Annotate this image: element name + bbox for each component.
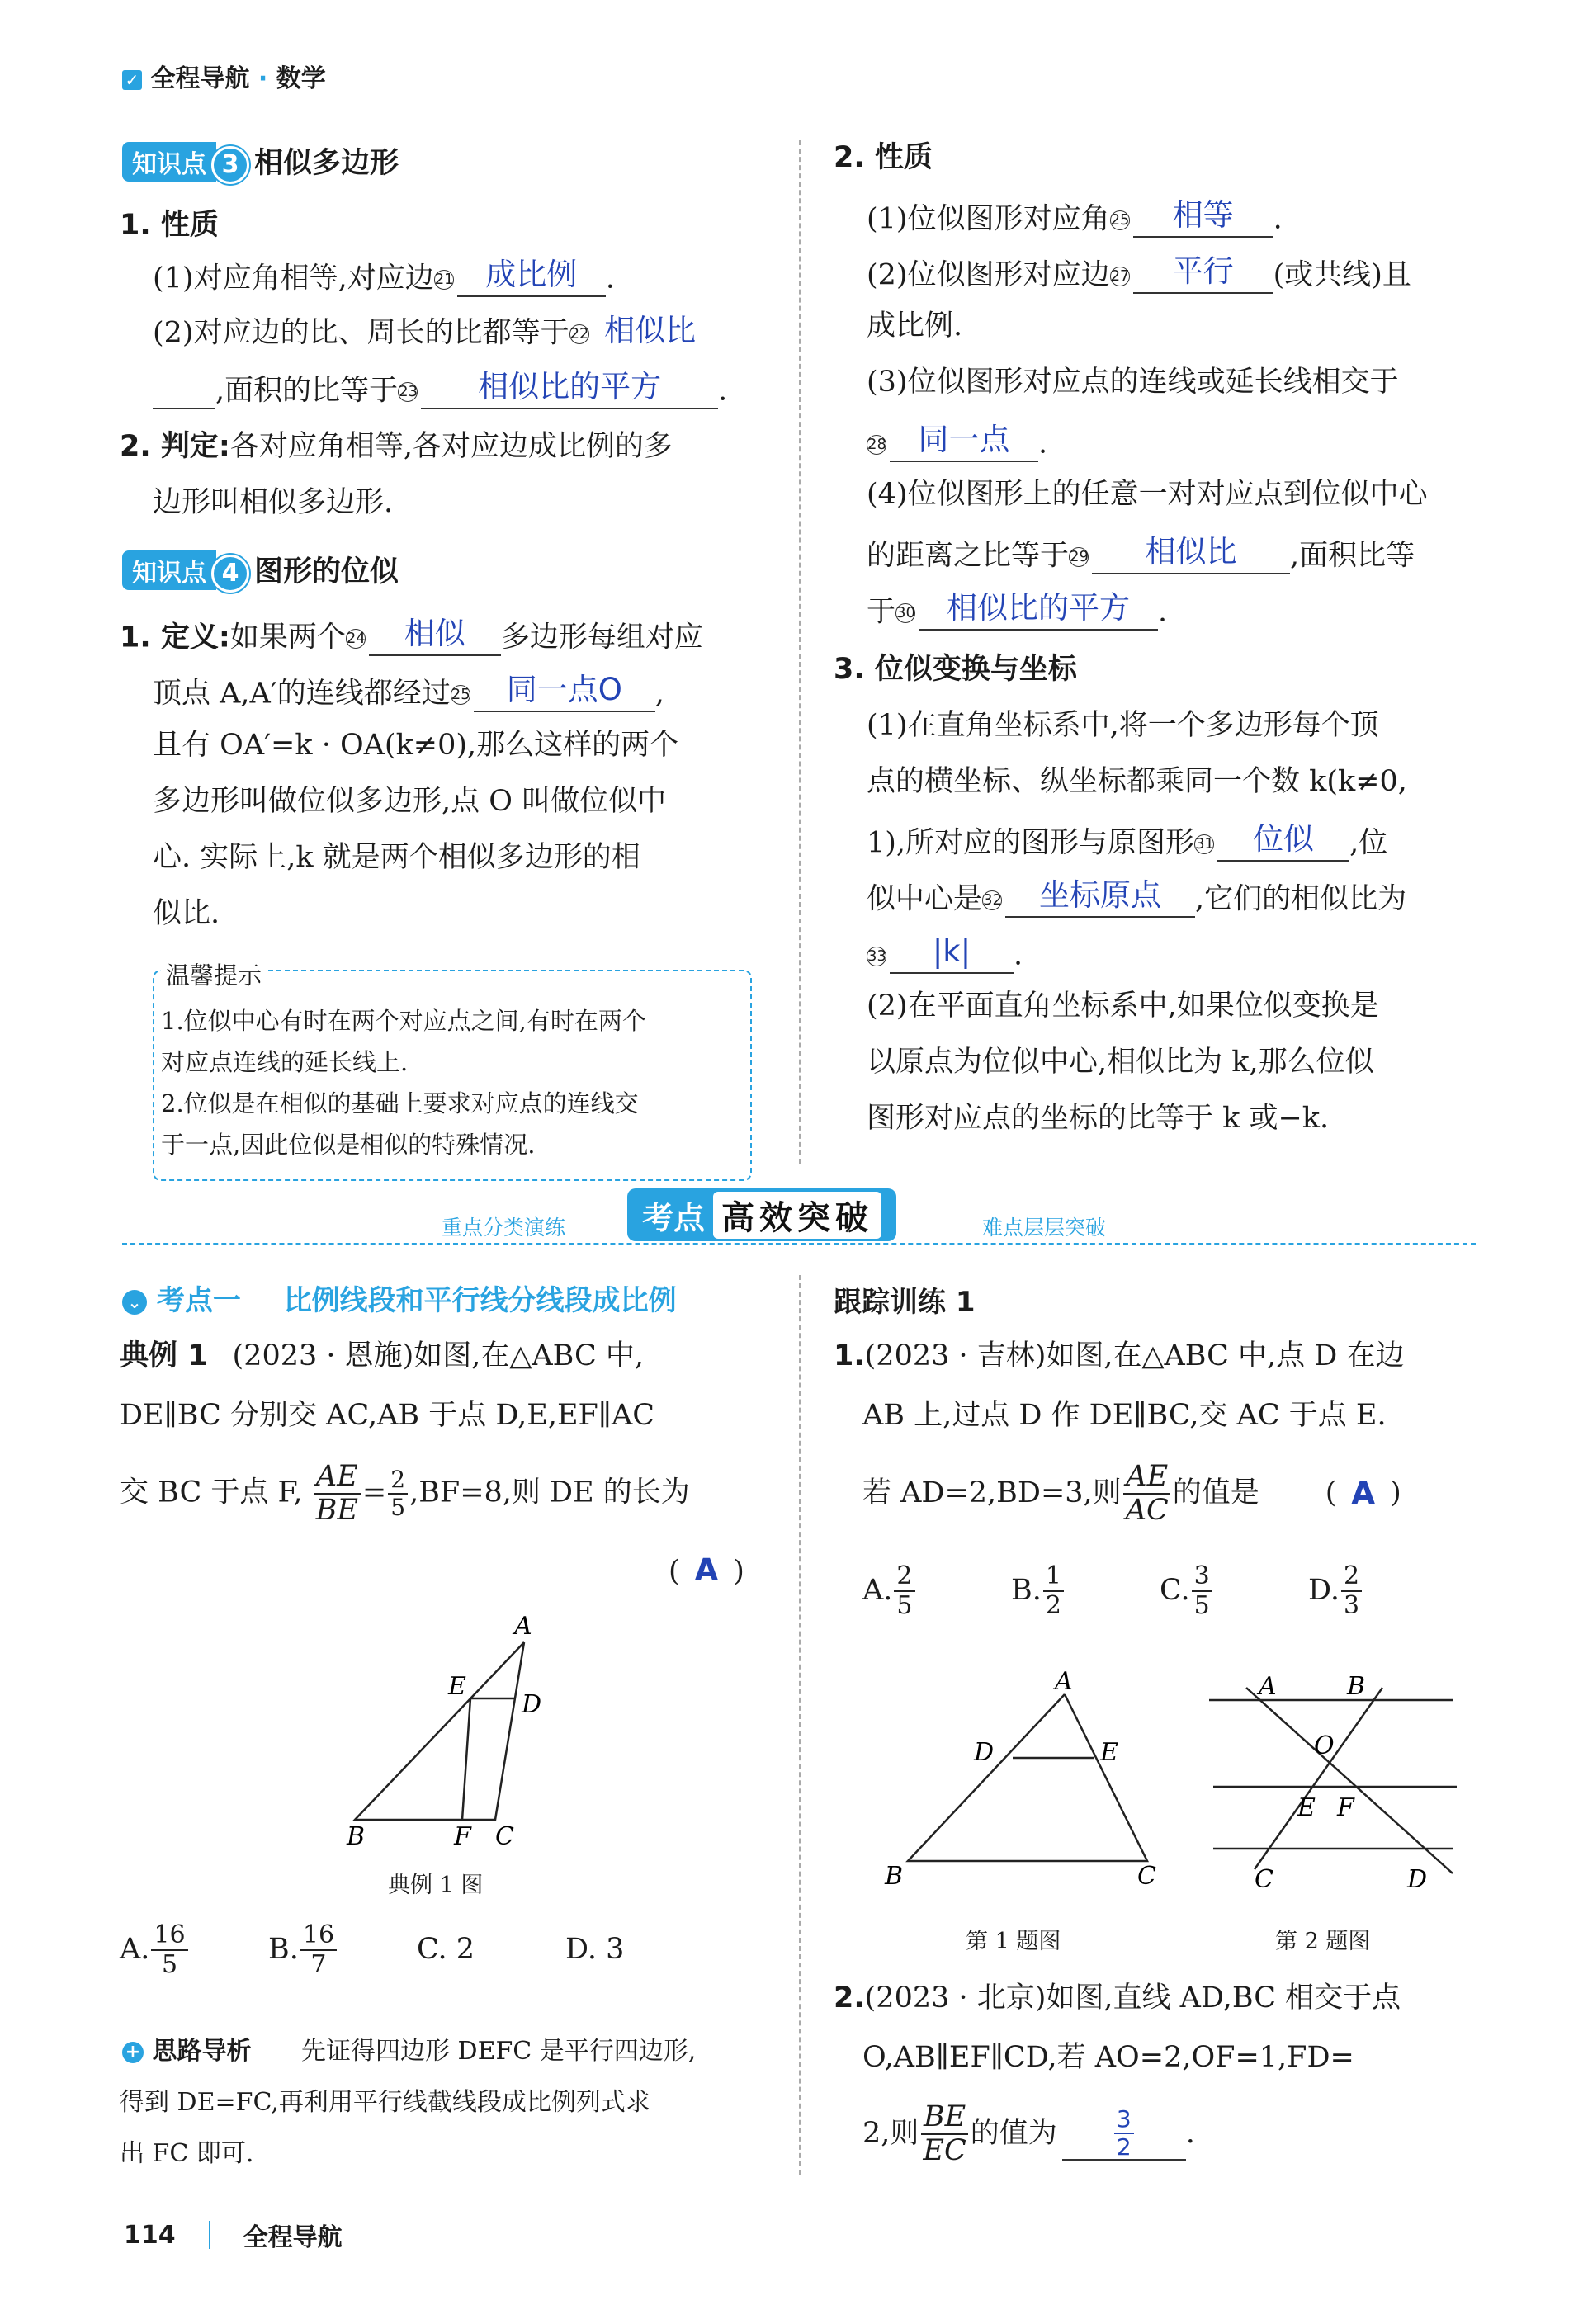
text: ) <box>733 1555 744 1588</box>
numerator: 2 <box>894 1564 914 1592</box>
segment-ef <box>462 1698 470 1820</box>
kp3-label: 知识点 <box>122 142 216 182</box>
right-r4c <box>867 589 1167 631</box>
kp3-heading <box>122 140 399 184</box>
right-h3: 3. 位似变换与坐标 <box>834 653 1077 686</box>
header-brand: 全程导航 <box>150 64 250 93</box>
page-header <box>122 58 326 94</box>
text: 顶点 A,A′的连线都经过 <box>153 677 451 711</box>
label-a: A <box>1055 1667 1073 1696</box>
answer-blank <box>1062 2105 1186 2161</box>
label-a: A <box>1259 1672 1277 1701</box>
think-line1: 先证得四边形 DEFC 是平行四边形, <box>301 2037 697 2066</box>
text: A. <box>120 1933 150 1967</box>
blank-continuation <box>153 368 215 409</box>
header-dot: · <box>258 64 268 93</box>
numerator: 2 <box>1341 1564 1362 1592</box>
answer-blank: |k| <box>890 933 1014 974</box>
numerator: BE <box>921 2103 968 2135</box>
fraction <box>1192 1561 1212 1620</box>
answer-blank: 相似比 <box>604 313 697 348</box>
answer-blank: 相似比的平方 <box>919 589 1158 631</box>
answer-blank: 位似 <box>1217 820 1349 862</box>
answer-fraction <box>1114 2105 1134 2161</box>
blank-number: 24 <box>346 629 366 647</box>
denominator: 2 <box>1045 1591 1061 1620</box>
label-b: B <box>1347 1672 1366 1701</box>
text: ,面积比等 <box>1290 539 1415 573</box>
blank-number: 30 <box>896 603 915 621</box>
blank-number: 33 <box>867 947 886 965</box>
answer-blank: 成比例 <box>457 256 606 297</box>
column-divider-lower <box>799 1275 801 2175</box>
fraction <box>151 1920 187 1979</box>
denominator: 5 <box>390 1494 406 1521</box>
text: C. <box>1160 1574 1190 1608</box>
kp3-p1: 1. 性质 <box>120 209 219 242</box>
kp4-d1 <box>120 615 703 656</box>
kp3-number: 3 <box>211 146 249 184</box>
blank-number: 27 <box>1110 267 1130 285</box>
option-b <box>268 1920 417 1979</box>
banner-left: 重点分类演练 <box>442 1216 566 1240</box>
q1-line2: AB 上,过点 D 作 DE∥BC,交 AC 于点 E. <box>862 1399 1387 1432</box>
denominator: AC <box>1125 1494 1169 1527</box>
q2-line3 <box>862 2100 1195 2167</box>
option-c <box>1160 1561 1308 1620</box>
text: = <box>361 1476 387 1509</box>
q1-figure <box>875 1663 1172 1894</box>
kp3-p1b <box>153 312 708 352</box>
denominator: EC <box>923 2134 966 2167</box>
tip-l2: 对应点连线的延长线上. <box>161 1048 409 1076</box>
text: . <box>1158 595 1168 629</box>
text: (2023 · 北京)如图,直线 AD,BC 相交于点 <box>864 1982 1401 2015</box>
denominator: 5 <box>1193 1591 1210 1620</box>
example-figure <box>330 1609 578 1857</box>
text: 的值为 <box>970 2117 1057 2151</box>
text: B. <box>268 1933 299 1967</box>
fraction-be-ec <box>920 2100 968 2167</box>
chevron-down-icon: ⌄ <box>122 1290 147 1315</box>
numerator: 1 <box>1043 1564 1064 1592</box>
denominator: 5 <box>161 1950 178 1979</box>
text: 如果两个 <box>229 621 346 654</box>
tip-title: 温馨提示 <box>161 957 267 991</box>
q2-figure <box>1205 1663 1477 1902</box>
label-d: D <box>974 1738 995 1767</box>
q2-line2: O,AB∥EF∥CD,若 AO=2,OF=1,FD= <box>862 2041 1354 2074</box>
denominator: BE <box>315 1494 358 1527</box>
text: . <box>1273 202 1283 236</box>
option-d: D. 3 <box>565 1933 625 1967</box>
option-b <box>1011 1561 1160 1620</box>
text: 交 BC 于点 F, <box>120 1476 303 1509</box>
answer-blank: 相似比的平方 <box>421 368 718 409</box>
kp4-d3: 且有 OA′=k · OA(k≠0),那么这样的两个 <box>153 729 679 762</box>
numerator: 3 <box>1192 1564 1212 1592</box>
numerator: 2 <box>388 1468 408 1495</box>
text: 的距离之比等于 <box>867 539 1070 573</box>
line-bc <box>1255 1688 1382 1869</box>
label-e: E <box>448 1672 466 1701</box>
answer-blank: 平行 <box>1133 253 1273 294</box>
right-r4: (4)位似图形上的任意一对对应点到位似中心 <box>867 478 1428 511</box>
text: 1),所对应的图形与原图形 <box>867 826 1195 860</box>
label-d: D <box>1407 1865 1428 1894</box>
text: . <box>1185 2117 1195 2151</box>
label-a: A <box>514 1612 532 1641</box>
text: , <box>654 677 664 711</box>
tip-l4: 于一点,因此位似是相似的特殊情况. <box>161 1131 536 1159</box>
kp4-number: 4 <box>211 555 249 593</box>
blank-number: 23 <box>399 382 418 400</box>
example-line2: DE∥BC 分别交 AC,AB 于点 D,E,EF∥AC <box>120 1399 655 1432</box>
text: ,位 <box>1349 826 1388 860</box>
answer-blank: 同一点 <box>890 421 1038 462</box>
label-d: D <box>522 1690 542 1719</box>
blank-number: 29 <box>1070 547 1089 565</box>
right-h2: 2. 性质 <box>834 141 933 174</box>
text: 各对应角相等,各对应边成比例的多 <box>229 430 673 463</box>
text: (1)对应角相等,对应边 <box>153 262 434 295</box>
option-a <box>862 1561 1011 1620</box>
banner-dash-line <box>122 1243 1476 1245</box>
denominator: 5 <box>896 1591 913 1620</box>
blank-number: 21 <box>434 270 454 288</box>
label-e: E <box>1100 1738 1118 1767</box>
text: (1)位似图形对应角 <box>867 202 1110 236</box>
think-heading <box>122 2030 251 2067</box>
blank-number: 25 <box>451 685 470 703</box>
label-c: C <box>1255 1865 1273 1894</box>
banner-center <box>627 1188 896 1241</box>
right-t3: 图形对应点的坐标的比等于 k 或−k. <box>867 1102 1330 1135</box>
kp4-label: 知识点 <box>122 550 216 590</box>
option-d <box>1308 1561 1457 1620</box>
column-divider <box>799 140 801 1164</box>
denominator: 7 <box>310 1950 327 1979</box>
tip-l1: 1.位似中心有时在两个对应点之间,有时在两个 <box>161 1007 646 1035</box>
denominator: 2 <box>1116 2133 1132 2161</box>
text: . <box>1038 427 1048 461</box>
label-b: B <box>885 1862 904 1891</box>
text: . <box>718 374 728 408</box>
answer-blank: 坐标原点 <box>1005 876 1195 918</box>
kp3-p2 <box>120 429 673 465</box>
kp4-d5: 心. 实际上,k 就是两个相似多边形的相 <box>153 841 640 874</box>
option-a <box>120 1920 268 1979</box>
text: 1. 定义: <box>120 621 230 654</box>
q1-options <box>862 1561 1457 1620</box>
text: ( <box>669 1555 680 1588</box>
text: 似中心是 <box>867 882 983 916</box>
right-t2: 以原点为位似中心,相似比为 k,那么位似 <box>867 1046 1374 1079</box>
q1-line3 <box>862 1462 1401 1525</box>
q1-line1 <box>834 1339 1404 1375</box>
text: 1. <box>834 1339 865 1372</box>
text: ,它们的相似比为 <box>1195 882 1407 916</box>
text: B. <box>1011 1574 1042 1608</box>
q2-caption: 第 2 题图 <box>1275 1929 1371 1954</box>
track-title: 跟踪训练 1 <box>834 1286 976 1319</box>
text: . <box>1014 938 1023 972</box>
kp4-d2 <box>153 671 664 712</box>
kp3-p1c <box>153 368 727 409</box>
triangle-abc <box>355 1642 524 1820</box>
text: (2)位似图形对应边 <box>867 258 1110 292</box>
text: (2023 · 吉林)如图,在△ABC 中,点 D 在边 <box>864 1339 1405 1372</box>
label-o: O <box>1314 1731 1335 1760</box>
text: 的值是 <box>1172 1476 1259 1510</box>
right-r4b <box>867 533 1415 574</box>
answer-blank: 相似 <box>369 615 501 656</box>
label-c: C <box>1137 1862 1156 1891</box>
right-r2b: 成比例. <box>867 309 963 342</box>
kp4-d6: 似比. <box>153 897 220 930</box>
think-line2: 得到 DE=FC,再利用平行线截线段成比例列式求 <box>120 2088 650 2117</box>
label-f: F <box>1337 1793 1354 1822</box>
numerator: 3 <box>1114 2108 1134 2134</box>
banner-tag: 考点 <box>642 1199 706 1236</box>
right-r3b <box>867 421 1047 462</box>
fraction-ae-be <box>314 1462 361 1525</box>
answer-blank: 相似比 <box>1092 533 1290 574</box>
blank-number: 28 <box>867 435 886 453</box>
right-s2: 点的横坐标、纵坐标都乘同一个数 k(k≠0, <box>867 765 1407 798</box>
right-r1 <box>867 196 1283 238</box>
text: 2. <box>834 1982 865 2015</box>
text: ) <box>1390 1476 1401 1510</box>
right-s4 <box>867 876 1406 918</box>
tip-l3: 2.位似是在相似的基础上要求对应点的连线交 <box>161 1089 639 1117</box>
category-title: 比例线段和平行线分线段成比例 <box>283 1284 677 1317</box>
triangle-abc <box>908 1694 1147 1861</box>
text: 于 <box>867 595 896 629</box>
label-b: B <box>347 1822 366 1851</box>
text: ,面积的比等于 <box>215 374 399 408</box>
text: A. <box>862 1574 893 1608</box>
numerator: 16 <box>151 1923 187 1951</box>
answer: A <box>1351 1475 1376 1511</box>
header-subject: 数学 <box>276 64 326 93</box>
kp4-heading <box>122 549 399 593</box>
text: (2023 · 恩施)如图,在△ABC 中, <box>232 1339 645 1372</box>
kp3-p2b: 边形叫相似多边形. <box>153 486 394 519</box>
text: 若 AD=2,BD=3,则 <box>862 1476 1122 1510</box>
kp4-d4: 多边形叫做位似多边形,点 O 叫做位似中 <box>153 785 667 818</box>
blank-number: 22 <box>569 324 589 342</box>
plus-icon: + <box>122 2042 144 2063</box>
right-r3: (3)位似图形对应点的连线或延长线相交于 <box>867 366 1399 399</box>
q1-caption: 第 1 题图 <box>966 1929 1061 1954</box>
page-number: 114 <box>124 2220 176 2250</box>
blank-number: 32 <box>983 890 1002 909</box>
right-s5 <box>867 933 1023 974</box>
label-c: C <box>495 1822 514 1851</box>
answer-blank: 相等 <box>1133 196 1273 238</box>
kp3-title: 相似多边形 <box>254 147 399 180</box>
text: (2)对应边的比、周长的比都等于 <box>153 316 569 350</box>
category-label: 考点一 <box>156 1284 241 1317</box>
text: ( <box>1325 1476 1337 1510</box>
fraction-value <box>388 1468 408 1519</box>
option-c: C. 2 <box>417 1933 475 1967</box>
label-f: F <box>454 1822 471 1851</box>
right-s3 <box>867 820 1387 862</box>
kp3-p1a <box>153 256 615 297</box>
footer-divider <box>209 2221 210 2249</box>
example-answer <box>669 1552 744 1590</box>
label-e: E <box>1297 1793 1316 1822</box>
text: 典例 1 <box>120 1339 208 1372</box>
think-line3: 出 FC 即可. <box>120 2139 254 2168</box>
fraction <box>1341 1561 1362 1620</box>
answer: A <box>694 1552 719 1588</box>
category-heading <box>122 1278 677 1318</box>
q2-line1 <box>834 1981 1401 2017</box>
numerator: 16 <box>300 1923 337 1951</box>
example-line1 <box>120 1339 644 1375</box>
line-ad <box>1246 1688 1453 1873</box>
text: 2,则 <box>862 2117 919 2151</box>
fraction <box>1043 1561 1064 1620</box>
right-s1: (1)在直角坐标系中,将一个多边形每个顶 <box>867 709 1379 742</box>
text: D. <box>1308 1574 1340 1608</box>
footer <box>124 2217 343 2253</box>
text: 多边形每组对应 <box>500 621 703 654</box>
text: (或共线)且 <box>1273 258 1411 292</box>
banner-title: 高效突破 <box>713 1192 881 1239</box>
example-caption: 典例 1 图 <box>388 1873 484 1898</box>
kp4-title: 图形的位似 <box>254 555 399 588</box>
example-options <box>120 1920 714 1979</box>
right-t1: (2)在平面直角坐标系中,如果位似变换是 <box>867 990 1379 1023</box>
fraction <box>894 1561 914 1620</box>
check-icon: ✓ <box>122 70 142 90</box>
text: . <box>605 262 615 295</box>
right-r2 <box>867 253 1411 294</box>
think-title: 思路导析 <box>152 2037 252 2066</box>
banner-right: 难点层层突破 <box>982 1216 1107 1240</box>
numerator: AE <box>314 1462 361 1495</box>
footer-brand: 全程导航 <box>243 2223 343 2252</box>
blank-number: 31 <box>1195 834 1214 853</box>
example-line3 <box>120 1462 690 1525</box>
text: 2. 判定: <box>120 430 230 463</box>
denominator: 3 <box>1343 1591 1360 1620</box>
answer-blank: 同一点O <box>474 671 655 712</box>
numerator: AE <box>1123 1462 1170 1495</box>
blank-number: 25 <box>1110 210 1130 229</box>
text: ,BF=8,则 DE 的长为 <box>409 1476 690 1509</box>
fraction <box>300 1920 337 1979</box>
fraction-ae-ac <box>1123 1462 1171 1525</box>
